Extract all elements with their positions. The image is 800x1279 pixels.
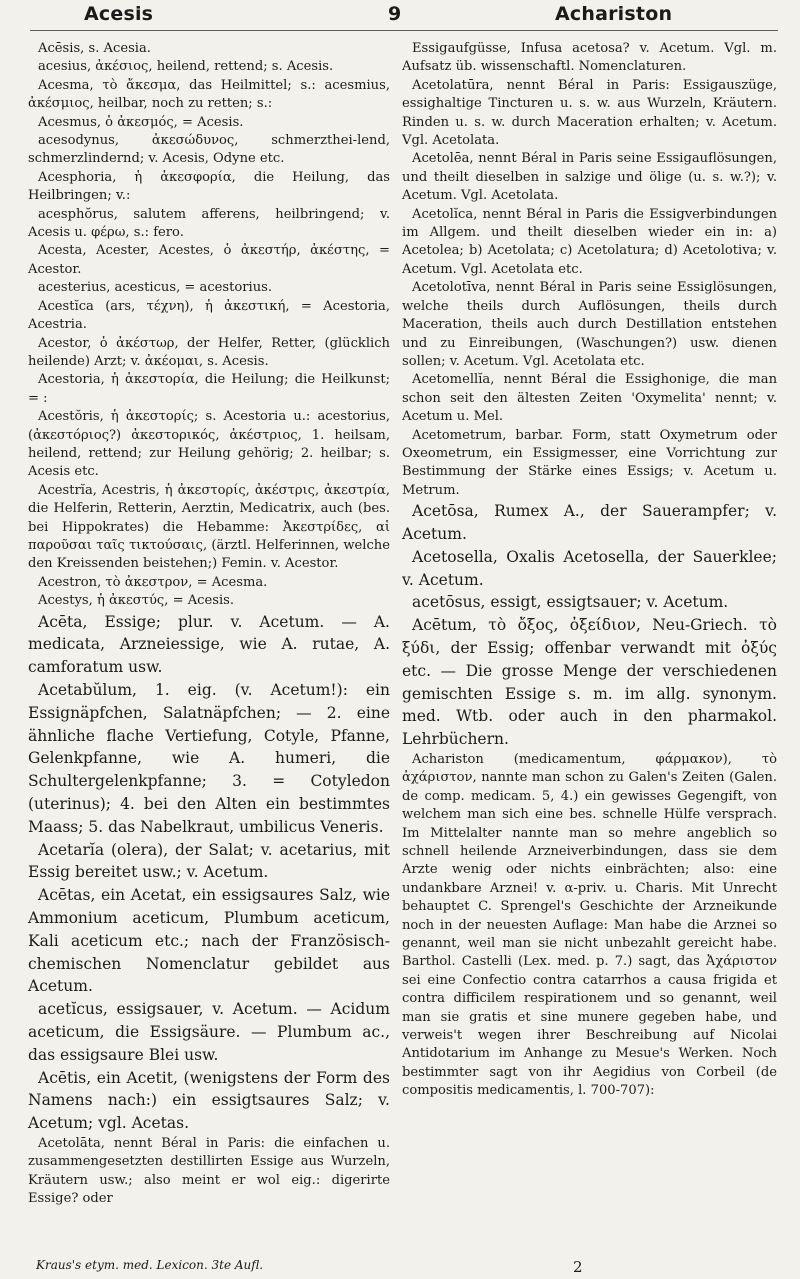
dictionary-entry: Acetosella, Oxalis Acetosella, der Sauerklee; v. Acetum.: [402, 547, 777, 589]
header-right-keyword: Achariston: [555, 3, 673, 25]
footer-source: Kraus's etym. med. Lexicon. 3te Aufl.: [36, 1258, 264, 1272]
page-header: [0, 0, 800, 36]
dictionary-entry: Acētum, τὸ ὄξος, ὀξείδιον, Neu-Griech. τὸ ξύδι, der Essig; offenbar verwandt mit ὀξύς etc. — Die grosse Menge der verschiedenen gemischten Essige s. m. im allg. synonym. med. Wtb. oder auch in den pharmakol. Lehrbüchern.: [402, 616, 777, 749]
dictionary-entry: Acetolēa, nennt Béral in Paris seine Essigauflösungen, und theilt dieselben in salzige und ölige (u. s. w.?); v. Acetum. Vgl. Acetolata.: [402, 151, 777, 204]
dictionary-entry: Acesmus, ὁ ἀκεσμός, = Acesis.: [38, 114, 244, 130]
right-column: [402, 40, 777, 1101]
dictionary-entry: Acetolotīva, nennt Béral in Paris seine Essiglösungen, welche theils durch Auflösungen, theils durch Maceration, theils auch durch Destillation entstehen und zu Einreibungen, (Waschungen?) usw. dienen sollen; v. Acetum. Vgl. Acetolata etc.: [402, 280, 777, 369]
dictionary-entry: Acestys, ἡ ἀκεστύς, = Acesis.: [38, 593, 235, 609]
dictionary-entry: Acestoria, ἡ ἀκεστορία, die Heilung; die Heilkunst; = :: [28, 372, 390, 406]
dictionary-entry: Acestrĭa, Acestris, ἡ ἀκεστορίς, ἀκέστρις, ἀκεστρία, die Helferin, Retterin, Aerztin, Medicatrix, auch (bes. bei Hippokrates) die Hebamme: Ἀκεστρίδες, αἱ παροῦσαι ταῖς τικτούσαις, (ärztl. Helferinnen, welche den Kreissenden beistehen;) Femin. v. Acestor.: [28, 482, 390, 572]
dictionary-entry: Acētas, ein Acetat, ein essigsaures Salz, wie Ammonium aceticum, Plumbum aceticum, Kali aceticum etc.; nach der Französisch-chemischen Nomenclatur gebildet aus Acetum.: [28, 886, 390, 996]
footer-signature: 2: [573, 1258, 583, 1276]
dictionary-entry: Acēta, Essige; plur. v. Acetum. — A. medicata, Arzneiessige, wie A. rutae, A. camforatum usw.: [28, 612, 390, 677]
dictionary-entry: Acētis, ein Acetit, (wenigstens der Form des Namens nach:) ein essigtsaures Salz; v. Acetum; vgl. Acetas.: [28, 1068, 390, 1133]
header-rule: [30, 30, 778, 31]
dictionary-entry: acetĭcus, essigsauer, v. Acetum. — Acidum aceticum, die Essigsäure. — Plumbum ac., das essigsaure Blei usw.: [28, 1000, 390, 1064]
dictionary-entry: acetōsus, essigt, essigtsauer; v. Acetum.: [412, 593, 729, 612]
dictionary-entry: Acēsis, s. Acesia.: [38, 41, 151, 56]
dictionary-entry: Acetolāta, nennt Béral in Paris: die einfachen u. zusammengesetzten destillirten Essige aus Wurzeln, Kräutern usw.; also meint er wol eig.: digerirte Essige? oder: [28, 1135, 390, 1207]
dictionary-entry: Acetolĭca, nennt Béral in Paris die Essigverbindungen im Allgem. und theilt dieselben wieder ein in: a) Acetolea; b) Acetolata; c) Acetolatura; d) Acetolotiva; v. Acetum. Vgl. Acetolata etc.: [402, 206, 777, 277]
dictionary-entry: Acetōsa, Rumex A., der Sauerampfer; v. Acetum.: [402, 502, 777, 543]
dictionary-entry: Acesma, τὸ ἄκεσμα, das Heilmittel; s.: acesmius, ἀκέσμιος, heilbar, noch zu retten; s.:: [28, 77, 390, 112]
dictionary-entry: Achariston (medicamentum, φάρμακον), τὸ ἀχάριστον, nannte man schon zu Galen's Zeiten (Galen. de comp. medicam. 5, 4.) ein gewisses Gegengift, von welchem man sich eine bes. schnelle Hülfe versprach. Im Mittelalter nannte man so mehre angeblich so schnell heilende Arzneiverbindungen, dass sie dem Arzte wenig oder nichts einbrächten; also: eine undankbare Arznei! v. α-priv. u. Charis. Mit Unrecht behauptet C. Sprengel's Geschichte der Arzneikunde noch in der neuesten Auflage: Man habe die Arznei so genannt, weil man sie nicht unbezahlt gereicht habe. Barthol. Castelli (Lex. med. p. 7.) sagt, das Ἀχάριστον sei eine Confectio contra catarrhos a causa frigida et contra difficilem respirationem und so genannt, weil man sie gratis et sine munere gegeben habe, und verweis't wegen ihrer Beschreibung auf Nicolai Antidotarium im Anhange zu Mesue's Werken. Noch bestimmter sagt von ihr Aegidius von Corbeil (de compositis medicamentis, l. 700-707):: [402, 751, 777, 1099]
dictionary-entry: acesodynus, ἀκεσώδυνος, schmerzthei-lend, schmerzlindernd; v. Acesis, Odyne etc.: [28, 133, 390, 167]
dictionary-entry: acesius, ἀκέσιος, heilend, rettend; s. Acesis.: [38, 59, 334, 75]
dictionary-entry: Acestron, τὸ ἀκεστρον, = Acesma.: [38, 574, 268, 590]
dictionary-entry: acesphŏrus, salutem afferens, heilbringend; v. Acesis u. φέρω, s.: fero.: [28, 206, 390, 241]
dictionary-entry: Essigaufgüsse, Infusa acetosa? v. Acetum. Vgl. m. Aufsatz üb. wissenschaftl. Nomenclaturen.: [402, 41, 777, 75]
dictionary-entry: Acetomellĭa, nennt Béral die Essighonige, die man schon seit den ältesten Zeiten 'Oxymelita' nennt; v. Acetum u. Mel.: [402, 372, 777, 425]
header-left-keyword: Acesis: [84, 3, 154, 25]
dictionary-entry: Acetolatūra, nennt Béral in Paris: Essigauszüge, essighaltige Tincturen u. s. w. aus Wurzeln, Kräutern. Rinden u. s. w. durch Maceration erhalten; v. Acetum. Vgl. Acetolata.: [402, 77, 777, 149]
dictionary-entry: Acesphoria, ἡ ἀκεσφορία, die Heilung, das Heilbringen; v.:: [28, 169, 390, 204]
dictionary-entry: Acetometrum, barbar. Form, statt Oxymetrum oder Oxeometrum, ein Essigmesser, eine Vorrichtung zur Bestimmung der Stärke eines Essigs; v. Acetum u. Metrum.: [402, 427, 777, 498]
dictionary-entry: Acestŏris, ἡ ἀκεστορίς; s. Acestoria u.: acestorius, (ἀκεστόριος?) ἀκεστορικός, ἀκέστριος, 1. heilsam, heilend, rettend; zur Heilung gehörig; 2. heilbar; s. Acesis etc.: [28, 409, 390, 480]
dictionary-entry: Acestor, ὁ ἀκέστωρ, der Helfer, Retter, (glücklich heilende) Arzt; v. ἀκέομαι, s. Acesis.: [28, 335, 390, 369]
left-column: [28, 40, 390, 1209]
page-number: 9: [388, 3, 402, 25]
dictionary-entry: Acesta, Acester, Acestes, ὁ ἀκεστήρ, ἀκέστης, = Acestor.: [28, 243, 390, 277]
dictionary-entry: acesterius, acesticus, = acestorius.: [38, 280, 273, 296]
dictionary-entry: Acestĭca (ars, τέχνη), ἡ ἀκεστική, = Acestoria, Acestria.: [28, 298, 390, 333]
dictionary-entry: Acetabŭlum, 1. eig. (v. Acetum!): ein Essignäpfchen, Salatnäpfchen; — 2. eine ähnliche flache Vertiefung, Cotyle, Pfanne, Gelenkpfanne, wie A. humeri, die Schultergelenkpfanne; 3. = Cotyledon (uterinus); 4. bei den Alten ein bestimmtes Maass; 5. das Nabelkraut, umbilicus Veneris.: [28, 680, 390, 836]
dictionary-entry: Acetarĭa (olera), der Salat; v. acetarius, mit Essig bereitet usw.; v. Acetum.: [28, 840, 390, 882]
